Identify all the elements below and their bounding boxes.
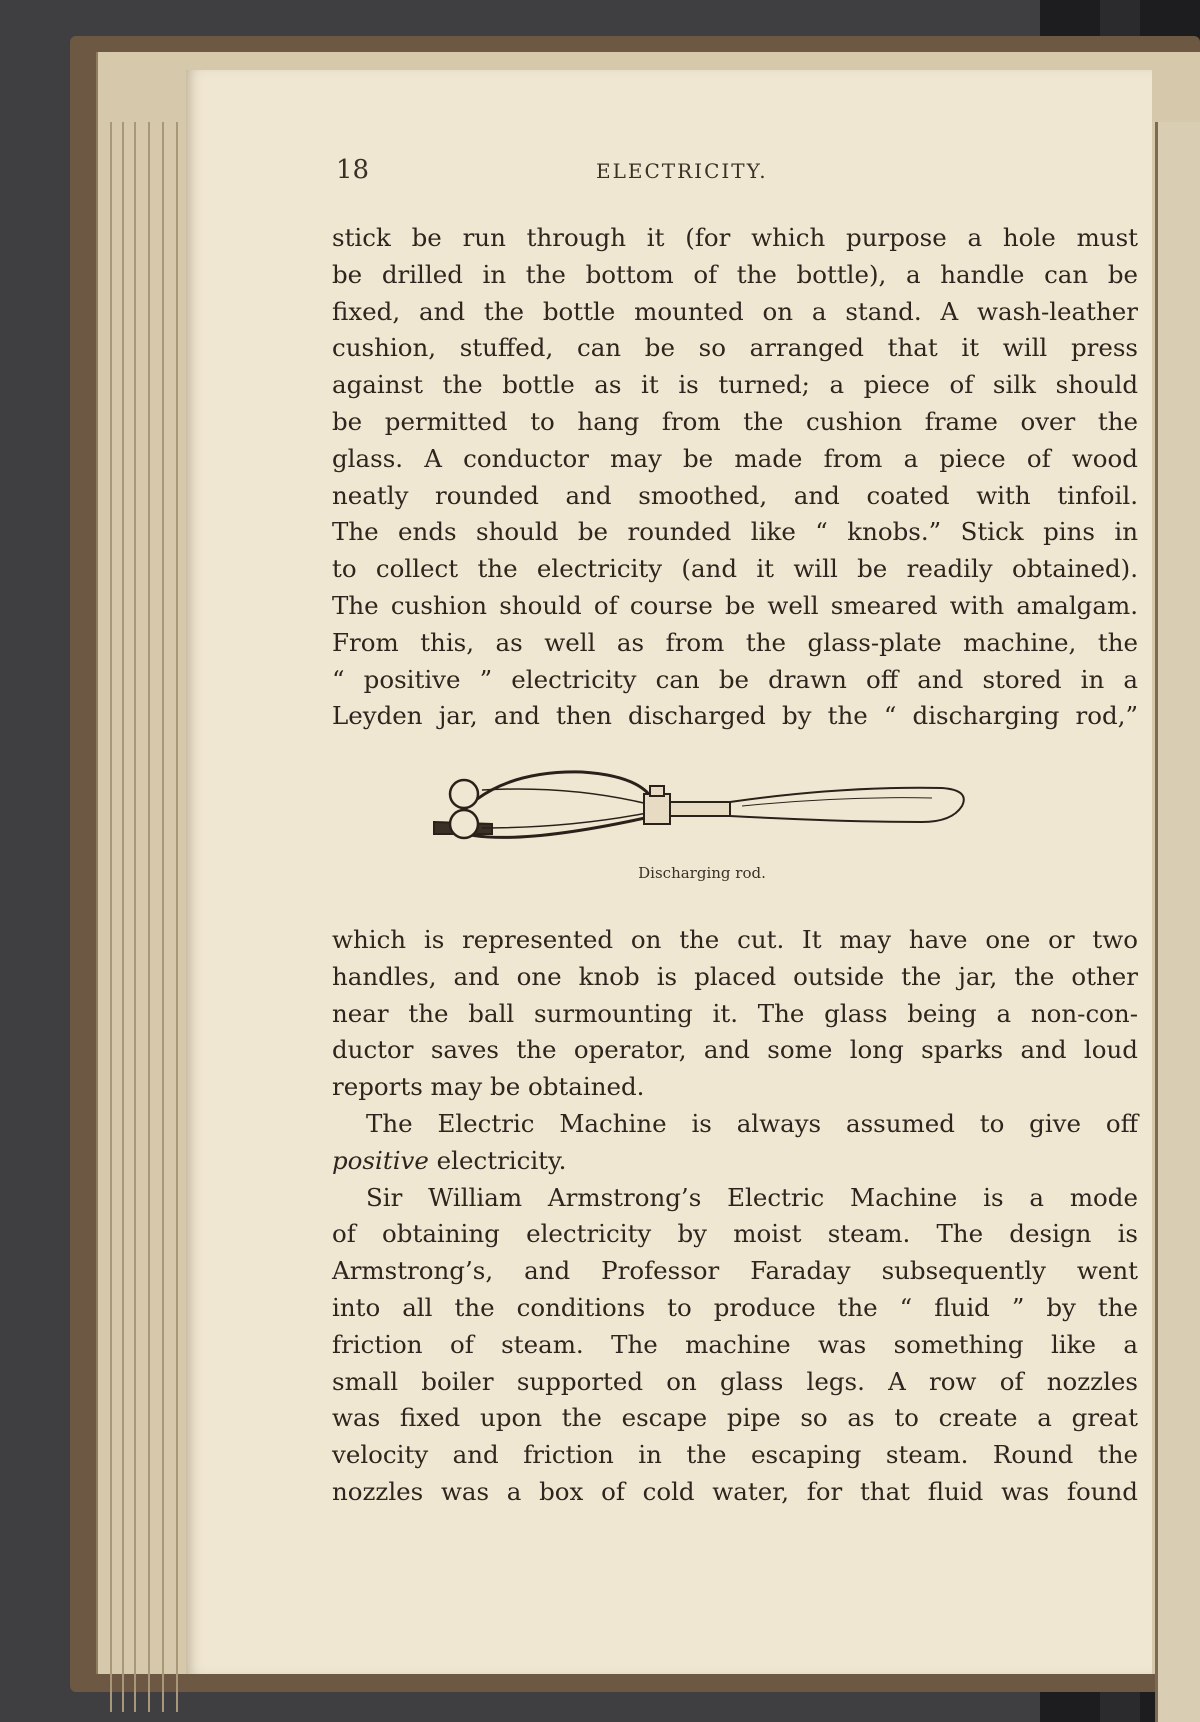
text-line: to collect the electricity (and it will be readily obtained). xyxy=(332,554,1138,584)
text-line: handles, and one knob is placed outside the jar, the other xyxy=(332,961,1138,991)
text-line: glass. A conductor may be made from a piece of wood xyxy=(332,443,1138,473)
page-number: 18 xyxy=(336,155,370,185)
text-line: friction of steam. The machine was something like a xyxy=(332,1329,1138,1359)
text-line: ductor saves the operator, and some long sparks and loud xyxy=(332,1035,1138,1065)
text-line: stick be run through it (for which purpose a hole must xyxy=(332,223,1138,252)
text-line xyxy=(332,1143,1138,1180)
text-line: of obtaining electricity by moist steam. The design is xyxy=(332,1219,1138,1249)
figure-caption: Discharging rod. xyxy=(638,864,766,882)
text-line: into all the conditions to produce the “ fluid ” by the xyxy=(332,1292,1138,1322)
text-line: “ positive ” electricity can be drawn off and stored in a xyxy=(332,664,1138,694)
facing-page-edge xyxy=(1155,122,1200,1722)
text-line: The cushion should of course be well smeared with amalgam. xyxy=(332,590,1138,620)
italic-word: positive xyxy=(332,1145,429,1175)
text-line: Sir William Armstrong’s Electric Machine is a mode xyxy=(366,1182,1138,1212)
text-line: cushion, stuffed, can be so arranged that it will press xyxy=(332,333,1138,363)
text-line: Leyden jar, and then discharged by the “ discharging rod,” xyxy=(332,701,1138,731)
text-line: be permitted to hang from the cushion frame over the xyxy=(332,406,1138,436)
text-line: The ends should be rounded like “ knobs.” Stick pins in xyxy=(332,517,1138,547)
text-line: small boiler supported on glass legs. A row of nozzles xyxy=(332,1366,1138,1396)
paragraph-top xyxy=(332,220,1138,735)
paragraph-bottom xyxy=(332,922,1138,1511)
book-page xyxy=(186,70,1152,1674)
text-line: nozzles was a box of cold water, for that fluid was found xyxy=(332,1476,1138,1506)
text-line: which is represented on the cut. It may have one or two xyxy=(332,925,1138,954)
text-line: fixed, and the bottle mounted on a stand. A wash-leather xyxy=(332,296,1138,326)
page-header xyxy=(336,155,1016,195)
discharging-rod-illustration xyxy=(422,750,982,860)
text-line: against the bottle as it is turned; a piece of silk should xyxy=(332,370,1138,400)
text-line: The Electric Machine is always assumed to give off xyxy=(366,1108,1138,1138)
text-line: was fixed upon the escape pipe so as to create a great xyxy=(332,1403,1138,1433)
text-fragment: electricity. xyxy=(428,1145,567,1175)
text-line: near the ball surmounting it. The glass being a non-con- xyxy=(332,998,1138,1028)
text-line: velocity and friction in the escaping steam. Round the xyxy=(332,1440,1138,1470)
text-line: From this, as well as from the glass-plate machine, the xyxy=(332,627,1138,657)
text-line: reports may be obtained. xyxy=(332,1072,645,1102)
text-line: be drilled in the bottom of the bottle), a handle can be xyxy=(332,259,1138,289)
running-head: ELECTRICITY. xyxy=(596,159,768,183)
text-line: Armstrong’s, and Professor Faraday subsequently went xyxy=(332,1256,1138,1286)
text-line: neatly rounded and smoothed, and coated with tinfoil. xyxy=(332,480,1138,510)
